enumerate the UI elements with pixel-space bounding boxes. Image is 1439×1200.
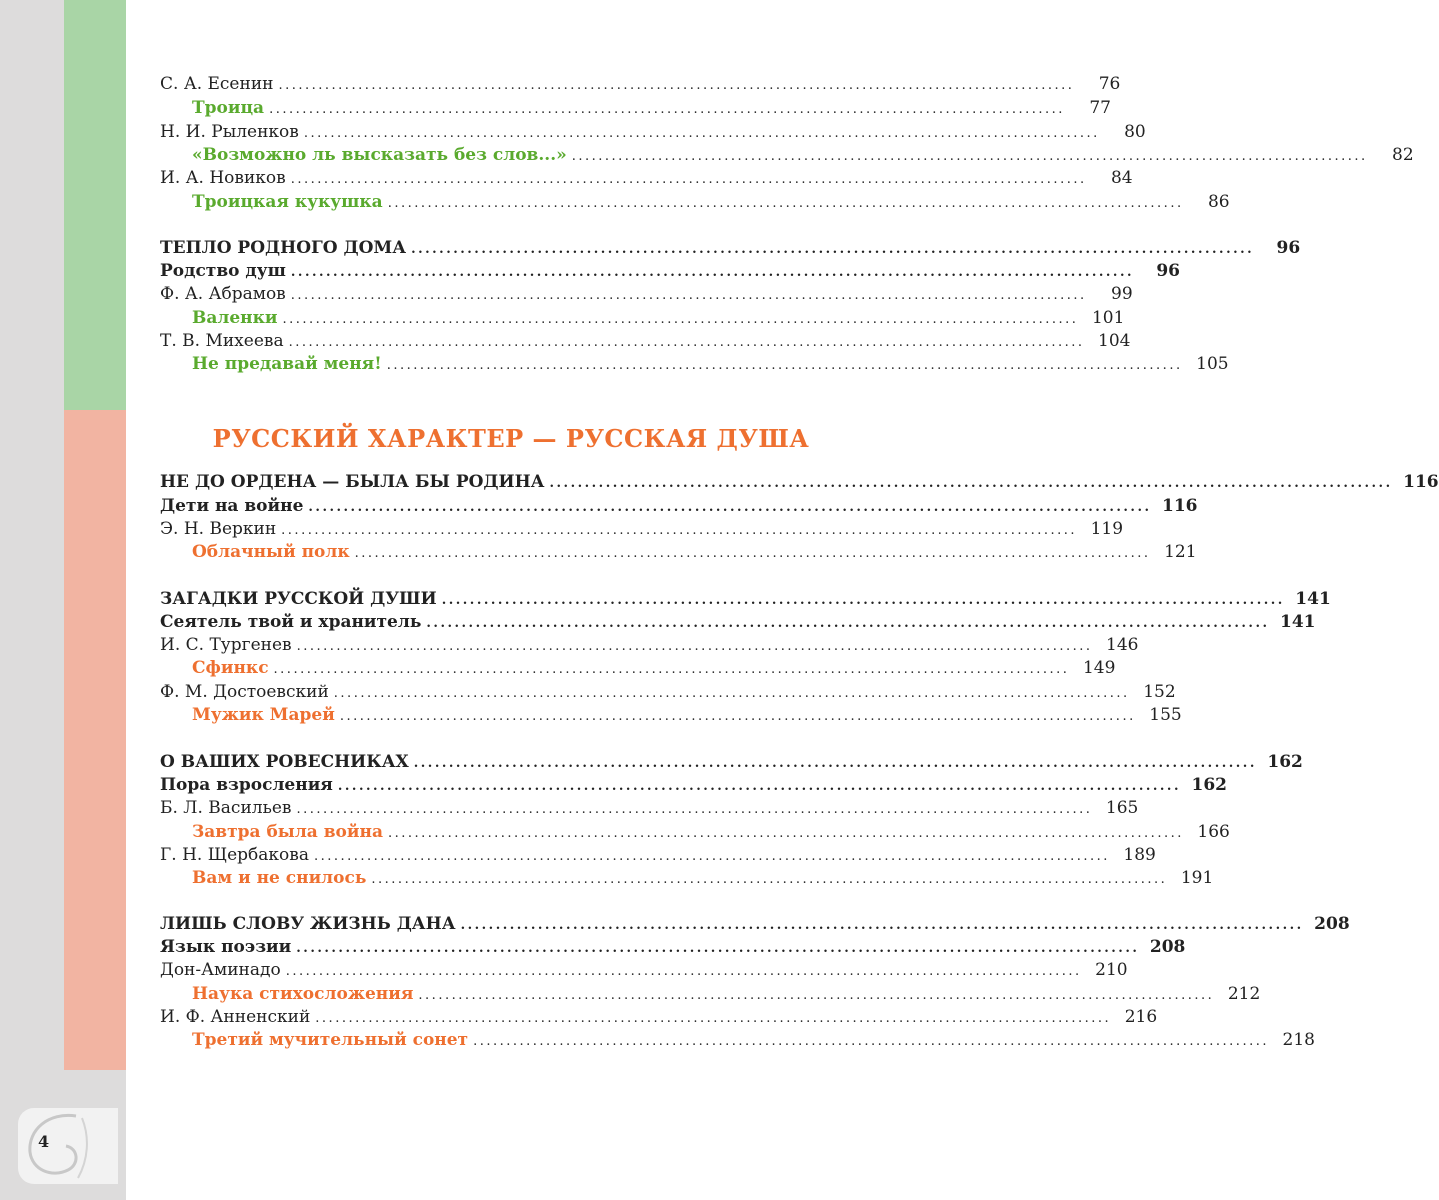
leader-dots: ........................................................................................................................ xyxy=(339,709,1136,724)
toc-entry-title: Троица xyxy=(192,98,265,118)
toc-entry-title: И. Ф. Анненский xyxy=(160,1007,311,1027)
toc-entry-page: 80 xyxy=(1124,122,1146,142)
toc-entry-title: Сеятель твой и хранитель xyxy=(160,612,422,632)
toc-entry-title: ЗАГАДКИ РУССКОЙ ДУШИ xyxy=(160,589,437,609)
toc-entry-page: 105 xyxy=(1196,354,1229,374)
toc-entry-page: 216 xyxy=(1124,1007,1158,1027)
toc-entry-title: Валенки xyxy=(192,308,278,328)
toc-entry-page: 165 xyxy=(1105,798,1139,818)
toc-entry[interactable] xyxy=(160,192,1230,216)
toc-entry[interactable] xyxy=(160,868,1214,892)
leader-dots: ........................................................................................................................ xyxy=(386,358,1183,373)
toc-entry[interactable] xyxy=(160,122,1146,146)
toc-entry-page: 212 xyxy=(1227,984,1261,1004)
toc-entry-title: Э. Н. Веркин xyxy=(160,519,277,539)
toc-entry[interactable] xyxy=(160,752,1303,776)
toc-entry[interactable] xyxy=(160,238,1301,262)
toc-entry-page: 121 xyxy=(1164,542,1197,562)
toc-entry-title: ЛИШЬ СЛОВУ ЖИЗНЬ ДАНА xyxy=(160,914,456,934)
toc-entry-title: Наука стихосложения xyxy=(192,984,414,1004)
toc-entry-title: И. А. Новиков xyxy=(160,168,286,188)
toc-entry-title: Дон-Аминадо xyxy=(160,960,281,980)
toc-entry[interactable] xyxy=(160,775,1227,799)
toc-entry-title: Мужик Марей xyxy=(192,705,335,725)
toc-entry-title: Родство душ xyxy=(160,261,286,281)
toc-entry[interactable] xyxy=(160,635,1139,659)
leader-dots: ........................................................................................................................ xyxy=(296,639,1093,654)
toc-entry-page: 189 xyxy=(1123,845,1156,865)
toc-entry[interactable] xyxy=(160,658,1116,682)
toc-entry-page: 86 xyxy=(1207,192,1230,212)
toc-entry-title: С. А. Есенин xyxy=(160,74,274,94)
toc-entry-page: 119 xyxy=(1090,519,1124,539)
toc-entry[interactable] xyxy=(160,984,1261,1008)
leader-dots: ........................................................................................................................ xyxy=(354,546,1151,561)
leader-dots: ........................................................................................................................ xyxy=(278,78,1075,93)
toc-entry-title: Н. И. Рыленков xyxy=(160,122,299,142)
leader-dots: ........................................................................................................................ xyxy=(387,196,1184,211)
toc-entry[interactable] xyxy=(160,168,1133,192)
toc-entry[interactable] xyxy=(160,308,1125,332)
toc-entry[interactable] xyxy=(160,145,1414,169)
toc-entry-page: 96 xyxy=(1156,261,1180,281)
toc-entry-page: 208 xyxy=(1149,937,1186,957)
toc-entry-title: Завтра была война xyxy=(192,822,383,842)
toc-entry-page: 218 xyxy=(1282,1030,1315,1050)
toc-entry-title: И. С. Тургенев xyxy=(160,635,292,655)
toc-entry-page: 166 xyxy=(1197,822,1230,842)
leader-dots: ........................................................................................................................ xyxy=(313,849,1110,864)
toc-entry-page: 208 xyxy=(1314,914,1350,934)
toc-entry-page: 210 xyxy=(1095,960,1128,980)
leader-dots: ........................................................................................................................ xyxy=(290,172,1087,187)
leader-dots: ........................................................................................................................ xyxy=(296,941,1140,956)
toc-entry-title: О ВАШИХ РОВЕСНИКАХ xyxy=(160,752,409,772)
toc-entry-title: Третий мучительный сонет xyxy=(192,1030,469,1050)
toc-entry-title: Троицкая кукушка xyxy=(192,192,383,212)
toc-entry[interactable] xyxy=(160,261,1180,285)
toc-entry-title: Ф. М. Достоевский xyxy=(160,682,329,702)
leader-dots: ........................................................................................................................ xyxy=(281,523,1078,538)
toc-entry-page: 146 xyxy=(1106,635,1139,655)
leader-dots: ........................................................................................................................ xyxy=(273,662,1070,677)
leader-dots: ........................................................................................................................ xyxy=(473,1034,1269,1049)
toc-entry-title: Ф. А. Абрамов xyxy=(160,284,286,304)
toc-entry-page: 152 xyxy=(1143,682,1176,702)
leader-dots: ........................................................................................................................ xyxy=(411,242,1255,257)
margin-strip-gray xyxy=(0,0,64,1200)
leader-dots: ........................................................................................................................ xyxy=(371,872,1168,887)
leader-dots: ........................................................................................................................ xyxy=(418,988,1215,1003)
toc-entry-page: 162 xyxy=(1191,775,1227,795)
leader-dots: ........................................................................................................................ xyxy=(333,686,1130,701)
toc-entry[interactable] xyxy=(160,74,1121,98)
toc-entry-page: 104 xyxy=(1098,331,1131,351)
toc-entry-page: 149 xyxy=(1082,658,1116,678)
toc-entry[interactable] xyxy=(160,589,1331,613)
toc-entry[interactable] xyxy=(160,354,1229,378)
toc-entry-title: Язык поэзии xyxy=(160,937,292,957)
toc-entry-title: Облачный полк xyxy=(192,542,350,562)
toc-entry-title: ТЕПЛО РОДНОГО ДОМА xyxy=(160,238,407,258)
toc-entry[interactable] xyxy=(160,705,1182,729)
toc-entry-title: Не предавай меня! xyxy=(192,354,382,374)
leader-dots: ........................................................................................................................ xyxy=(413,756,1257,771)
toc-entry-page: 96 xyxy=(1276,238,1301,258)
toc-entry[interactable] xyxy=(160,960,1128,984)
toc-entry[interactable] xyxy=(160,1030,1315,1054)
toc-entry-page: 155 xyxy=(1149,705,1182,725)
toc-entry[interactable] xyxy=(160,682,1176,706)
leader-dots: ........................................................................................................................ xyxy=(571,149,1368,164)
leader-dots: ........................................................................................................................ xyxy=(290,265,1134,280)
leader-dots: ........................................................................................................................ xyxy=(387,826,1184,841)
toc-entry-page: 141 xyxy=(1280,612,1316,632)
leader-dots: ........................................................................................................................ xyxy=(282,312,1079,327)
toc-entry-page: 77 xyxy=(1089,98,1111,118)
toc-entry-title: Т. В. Михеева xyxy=(160,331,284,351)
toc-entry[interactable] xyxy=(160,914,1350,938)
toc-entry-page: 84 xyxy=(1110,168,1133,188)
leader-dots: ........................................................................................................................ xyxy=(296,802,1093,817)
leader-dots: ........................................................................................................................ xyxy=(549,476,1393,491)
toc-entry[interactable] xyxy=(160,98,1111,122)
toc-entry-page: 116 xyxy=(1403,472,1439,492)
toc-entry-title: НЕ ДО ОРДЕНА — БЫЛА БЫ РОДИНА xyxy=(160,472,545,492)
toc-entry-page: 76 xyxy=(1098,74,1121,94)
toc-entry-page: 191 xyxy=(1180,868,1214,888)
toc-entry-title: Б. Л. Васильев xyxy=(160,798,292,818)
toc-entry-title: Сфинкс xyxy=(192,658,269,678)
toc-entry[interactable] xyxy=(160,519,1124,543)
toc-entry-title: Дети на войне xyxy=(160,496,304,516)
leader-dots: ........................................................................................................................ xyxy=(337,779,1181,794)
toc-entry[interactable] xyxy=(160,496,1198,520)
toc-entry[interactable] xyxy=(160,472,1439,496)
leader-dots: ........................................................................................................................ xyxy=(315,1011,1112,1026)
toc-entry[interactable] xyxy=(160,822,1230,846)
toc-entry-title: Вам и не снилось xyxy=(192,868,367,888)
toc-entry[interactable] xyxy=(160,284,1133,308)
swirl-ornament-icon xyxy=(18,1108,118,1184)
leader-dots: ........................................................................................................................ xyxy=(308,500,1152,515)
toc-entry[interactable] xyxy=(160,798,1139,822)
toc-entry-page: 141 xyxy=(1295,589,1331,609)
section-heading: РУССКИЙ ХАРАКТЕР — РУССКАЯ ДУША xyxy=(212,424,810,453)
page-number: 4 xyxy=(38,1132,50,1151)
toc-entry-title: «Возможно ль высказать без слов...» xyxy=(192,145,567,165)
leader-dots: ........................................................................................................................ xyxy=(290,288,1087,303)
toc-entry-title: Пора взросления xyxy=(160,775,333,795)
toc-entry-page: 82 xyxy=(1392,145,1414,165)
toc-entry-page: 99 xyxy=(1111,284,1133,304)
toc-entry[interactable] xyxy=(160,542,1197,566)
toc-entry[interactable] xyxy=(160,612,1316,636)
leader-dots: ........................................................................................................................ xyxy=(441,593,1285,608)
margin-strip-salmon xyxy=(64,410,126,1070)
toc-entry-page: 116 xyxy=(1162,496,1198,516)
leader-dots: ........................................................................................................................ xyxy=(285,964,1082,979)
leader-dots: ........................................................................................................................ xyxy=(303,126,1100,141)
toc-entry[interactable] xyxy=(160,331,1131,355)
toc-entry[interactable] xyxy=(160,1007,1158,1031)
leader-dots: ........................................................................................................................ xyxy=(288,335,1085,350)
leader-dots: ........................................................................................................................ xyxy=(460,918,1304,933)
toc-entry[interactable] xyxy=(160,937,1186,961)
toc-entry-page: 162 xyxy=(1267,752,1303,772)
leader-dots: ........................................................................................................................ xyxy=(269,102,1065,117)
page-number-badge xyxy=(18,1108,118,1184)
margin-strip-green xyxy=(64,0,126,410)
toc-entry-page: 101 xyxy=(1091,308,1125,328)
toc-entry[interactable] xyxy=(160,845,1156,869)
leader-dots: ........................................................................................................................ xyxy=(426,616,1270,631)
toc-entry-title: Г. Н. Щербакова xyxy=(160,845,309,865)
